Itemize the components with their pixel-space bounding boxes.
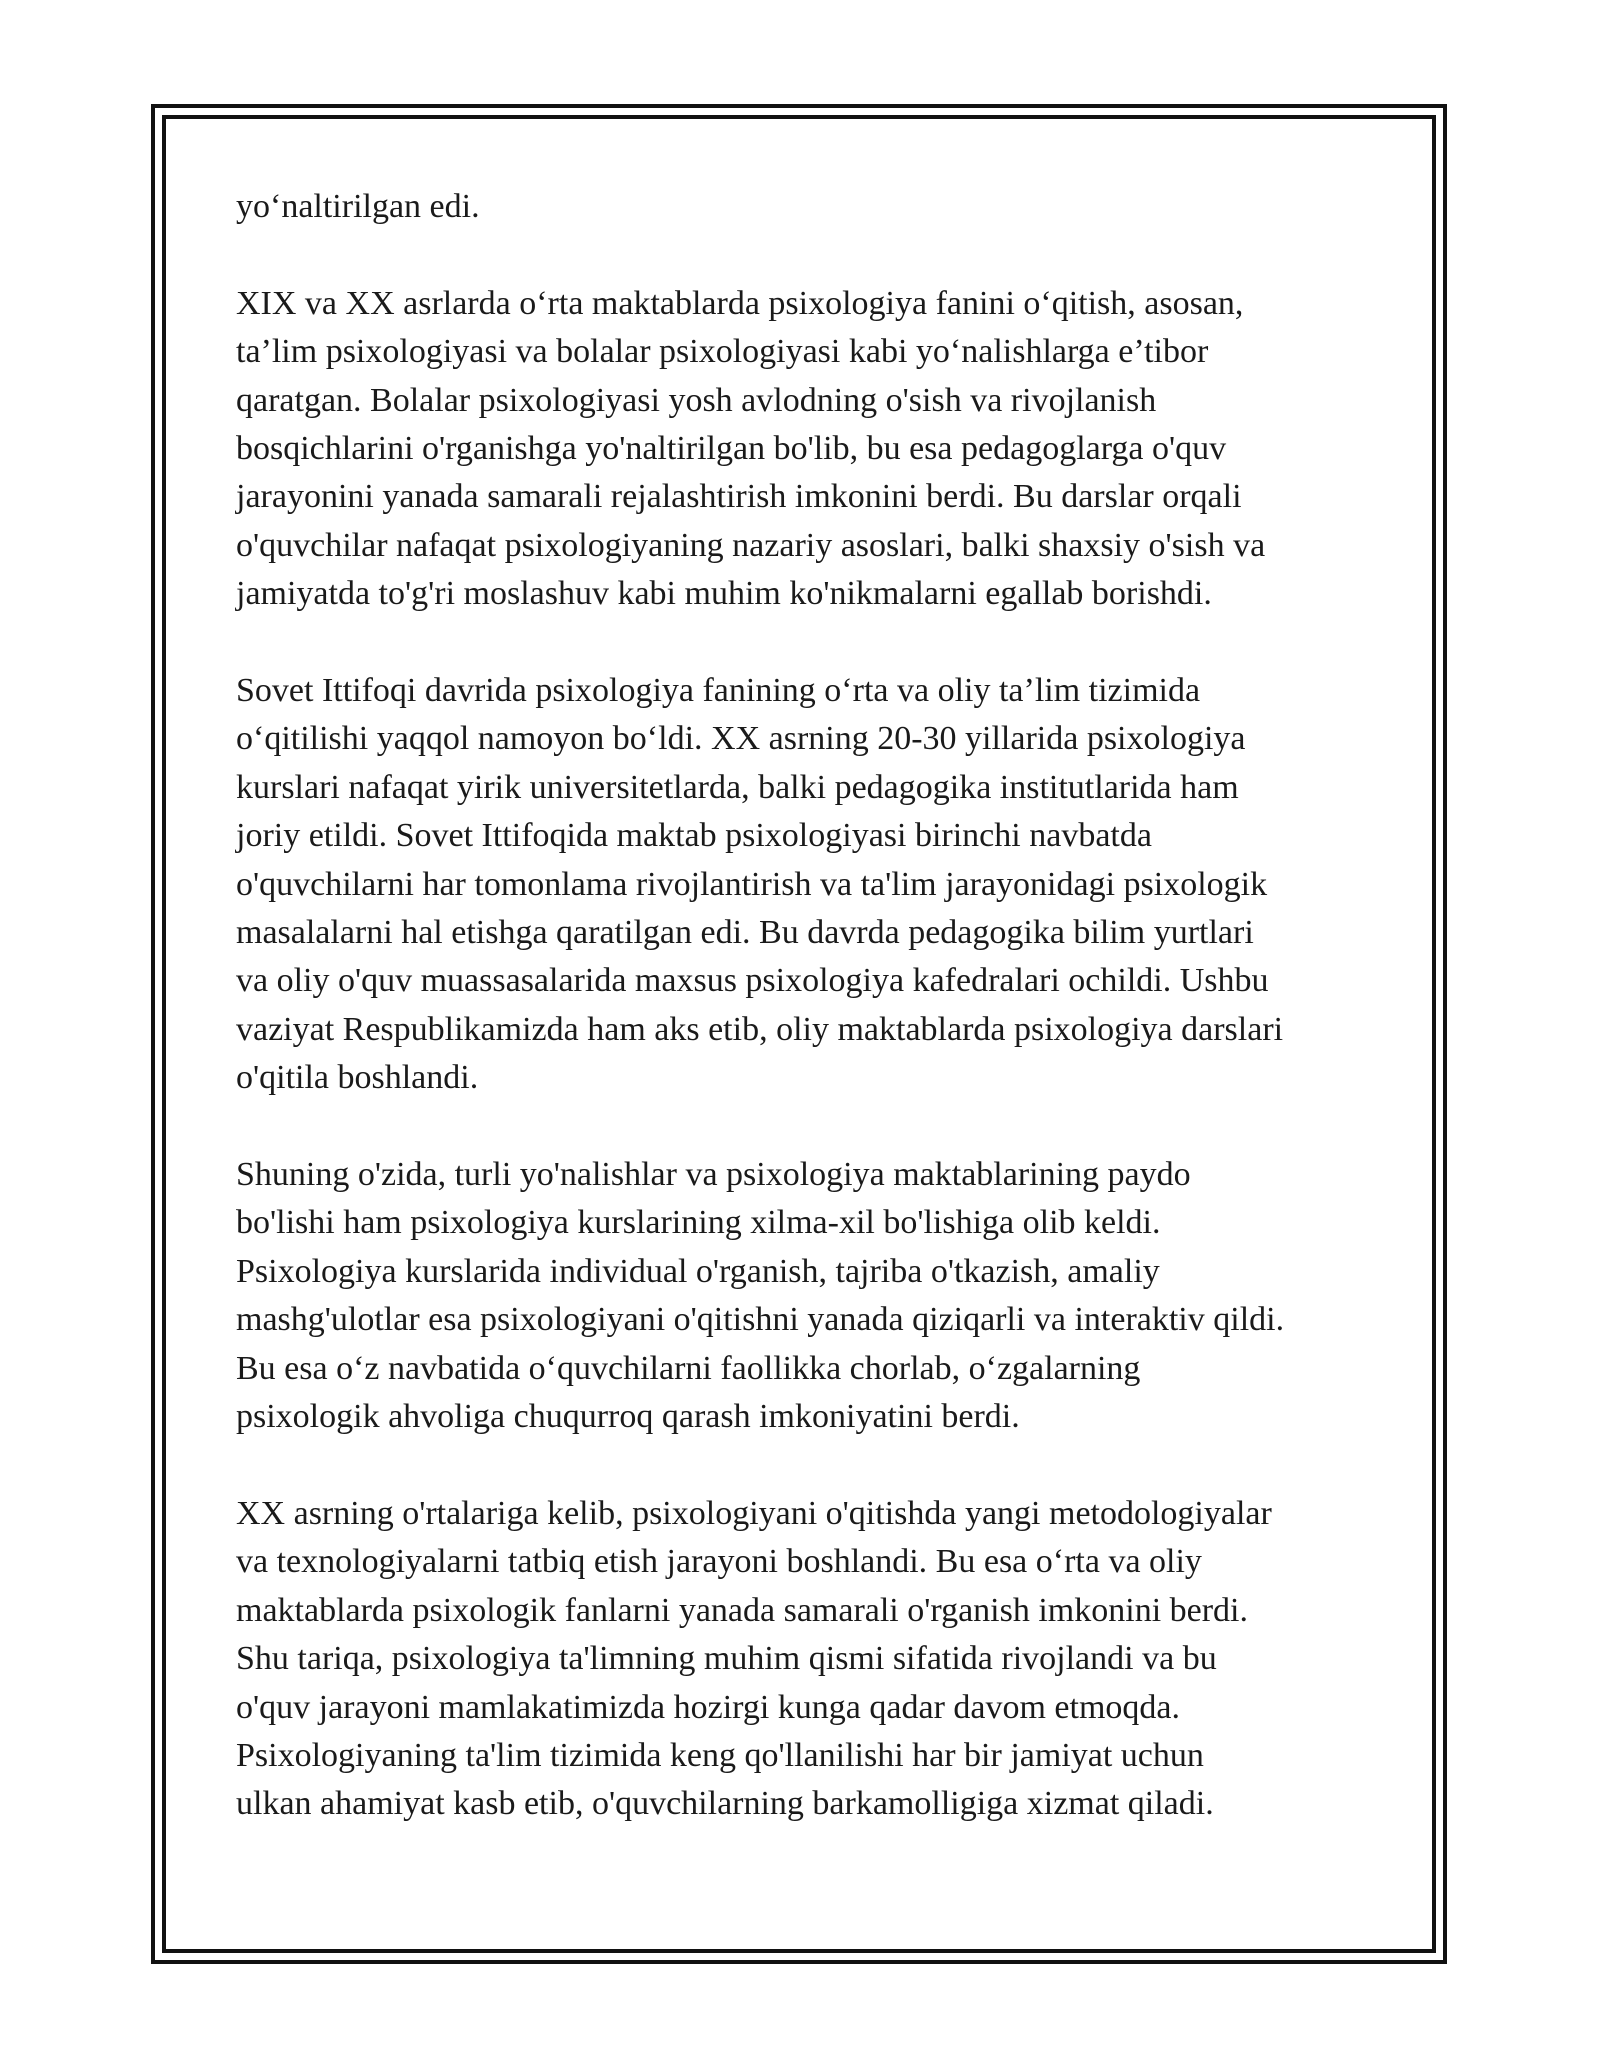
text-line: kurslari nafaqat yirik universitetlarda, balki pedagogika institutlarida ham: [236, 768, 1239, 806]
text-line: yo‘naltirilgan edi.: [236, 188, 480, 225]
text-line: o'quv jarayoni mamlakatimizda hozirgi kunga qadar davom etmoqda.: [236, 1688, 1180, 1726]
text-line: bo'lishi ham psixologiya kurslarining xilma-xil bo'lishiga olib keldi.: [236, 1204, 1161, 1242]
text-line: Psixologiya kurslarida individual o'rganish, tajriba o'tkazish, amaliy: [236, 1252, 1160, 1290]
text-line: o‘qitilishi yaqqol namoyon bo‘ldi. XX asrning 20-30 yillarida psixologiya: [236, 720, 1246, 758]
text-line: XX asrning o'rtalariga kelib, psixologiyani o'qitishda yangi metodologiyalar: [236, 1494, 1272, 1532]
text-line: ulkan ahamiyat kasb etib, o'quvchilarning barkamolligiga xizmat qiladi.: [236, 1785, 1214, 1823]
paragraph-2: [236, 280, 1376, 619]
text-line: mashg'ulotlar esa psixologiyani o'qitishni yanada qiziqarli va interaktiv qildi.: [236, 1301, 1285, 1339]
text-line: Bu esa o‘z navbatida o‘quvchilarni faollikka chorlab, o‘zgalarning: [236, 1349, 1141, 1387]
paragraph-gap: [236, 619, 1376, 667]
text-line: bosqichlarini o'rganishga yo'naltirilgan bo'lib, bu esa pedagoglarga o'quv: [236, 430, 1227, 468]
text-line: va texnologiyalarni tatbiq etish jarayoni boshlandi. Bu esa o‘rta va oliy: [236, 1543, 1202, 1581]
text-line: qaratgan. Bolalar psixologiyasi yosh avlodning o'sish va rivojlanish: [236, 381, 1157, 419]
text-line: maktablarda psixologik fanlarni yanada samarali o'rganish imkonini berdi.: [236, 1591, 1248, 1629]
paragraph-5: [236, 1490, 1376, 1829]
text-line: XIX va XX asrlarda o‘rta maktablarda psixologiya fanini o‘qitish, asosan,: [236, 284, 1244, 322]
text-line: o'qitila boshlandi.: [236, 1059, 479, 1097]
text-line: jamiyatda to'g'ri moslashuv kabi muhim ko'nikmalarni egallab borishdi.: [236, 575, 1212, 613]
document-body: [236, 183, 1376, 1829]
text-line: Sovet Ittifoqi davrida psixologiya fanining o‘rta va oliy ta’lim tizimida: [236, 672, 1201, 710]
text-line: ta’lim psixologiyasi va bolalar psixologiyasi kabi yo‘nalishlarga e’tibor: [236, 333, 1209, 371]
paragraph-1: [236, 183, 1376, 231]
text-line: joriy etildi. Sovet Ittifoqida maktab psixologiyasi birinchi navbatda: [236, 817, 1152, 855]
paragraph-4: [236, 1151, 1376, 1441]
text-line: Psixologiyaning ta'lim tizimida keng qo'llanilishi har bir jamiyat uchun: [236, 1736, 1204, 1774]
text-line: o'quvchilar nafaqat psixologiyaning nazariy asoslari, balki shaxsiy o'sish va: [236, 526, 1266, 564]
text-line: o'quvchilarni har tomonlama rivojlantirish va ta'lim jarayonidagi psixologik: [236, 865, 1268, 903]
paragraph-gap: [236, 231, 1376, 279]
paragraph-gap: [236, 1442, 1376, 1490]
text-line: masalalarni hal etishga qaratilgan edi. Bu davrda pedagogika bilim yurtlari: [236, 914, 1254, 952]
text-line: va oliy o'quv muassasalarida maxsus psixologiya kafedralari ochildi. Ushbu: [236, 962, 1269, 1000]
paragraph-3: [236, 667, 1376, 1103]
paragraph-gap: [236, 1103, 1376, 1151]
text-line: Shu tariqa, psixologiya ta'limning muhim qismi sifatida rivojlandi va bu: [236, 1640, 1217, 1678]
text-line: Shuning o'zida, turli yo'nalishlar va psixologiya maktablarining paydo: [236, 1156, 1191, 1194]
text-line: psixologik ahvoliga chuqurroq qarash imkoniyatini berdi.: [236, 1398, 1020, 1436]
text-line: jarayonini yanada samarali rejalashtirish imkonini berdi. Bu darslar orqali: [236, 478, 1242, 516]
text-line: vaziyat Respublikamizda ham aks etib, oliy maktablarda psixologiya darslari: [236, 1010, 1284, 1048]
